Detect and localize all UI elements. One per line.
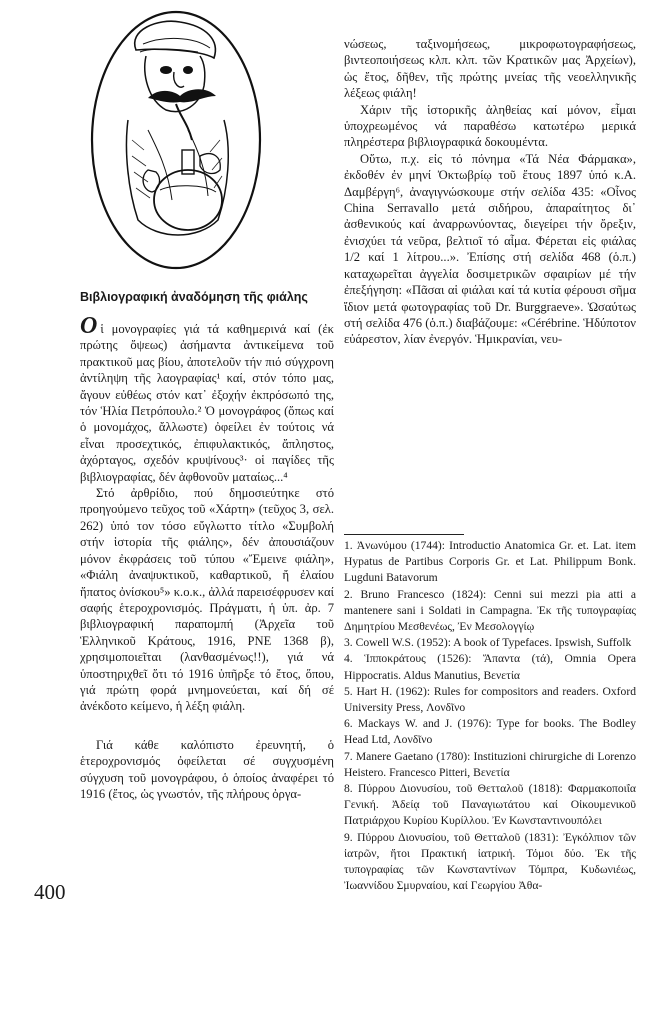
- left-paragraph-2: Στό ἀρθρίδιο, πού δημοσιεύτηκε στό προηγούμενο τεῦχος τοῦ «Χάρτη» (τεῦχος 3, σελ. 262) ὑπό τον τόσο εὔγλωττο τίτλο «Συμβολή στήν ἱστορία τῆς φιάλης», δέν ἀπουσιάζουν μόνον ἐκφράσεις τοῦ τύπου «Ἔμεινε φιάλη», «Φιάλη ἀναψυκτικοῦ, καθαρτικοῦ, ἤ ἐλαίου ἥπατος ὀνίσκου⁵» κ.ο.κ., ἀλλά παρεισέφρυσεν καί σαφής ἑτεροχρονισμός. Πράγματι, ἡ ὑπ. ἀρ. 7 βιβλιογραφική παραπομπή (Ἀρχεῖα τοῦ Ἑλληνικοῦ Κράτους, 1916, ΡΝΕ 1368 β), χρησιμοποιεῖται (λανθασμένως!!), γιά νά ὑποστηριχθεῖ ὅτι τό 1916 ὑπῆρξε τό ἔτος, ὅπου, γιά πρώτη φορά μνημονεύεται, καί δή σέ ἀνέκδοτο κείμενο, ἡ λέξη φιάλη.: [80, 486, 334, 714]
- footnote-item: 3. Cowell W.S. (1952): A book of Typefaces. Ipswish, Suffolk: [344, 636, 632, 650]
- right-text-column: [344, 36, 636, 348]
- footnote-item: 5. Hart H. (1962): Rules for compositors and readers. Oxford University Press, Λονδῖνο: [344, 684, 636, 715]
- footnote-item: 1. Ἀνωνύμου (1744): Introductio Anatomica Gr. et. Lat. item Hypatus de Partibus Corporis Gr. et Lat. Philippum Bonk. Lugduni Batavorum: [344, 539, 636, 585]
- footnote-item: 6. Mackays W. and J. (1976): Type for books. The Bodley Head Ltd, Λονδῖνο: [344, 717, 636, 747]
- caricature-drawing: [88, 0, 264, 270]
- footnote-item: 4. Ἱπποκράτους (1526): Ἅπαντα (τά), Omnia Opera Hippocratis. Aldus Manutius, Βενετία: [344, 652, 636, 682]
- footnote-divider: [344, 534, 464, 535]
- left-paragraph-3: Γιά κάθε καλόπιστο ἐρευνητή, ὁ ἑτεροχρονισμός ὀφείλεται σέ συγχυσμένη σύγχυση τοῦ μονογράφου, ὁ ὁποίος ἀναφέρει τό 1916 (ἔτος, ὡς γνωστόν, τῆς πλήρους ὀργα-: [80, 737, 334, 801]
- footnotes-list: [344, 538, 636, 894]
- left-paragraph-1: [80, 313, 334, 485]
- right-paragraph-3: Οὕτω, π.χ. εἰς τό πόνημα «Τά Νέα Φάρμακα», ἐκδοθέν ἐν μηνί Ὀκτωβρίῳ τοῦ ἔτους 1897 ὑπό κ.Α. Δαμβέργη⁶, ἀναγιγνώσκουμε στήν σελίδα 435: «Οἶνος China Serravallo μετά σιδήρου, ἀπαραίτητος δι᾽ ἀσθενικούς καί ἀναρρωνύοντας, διεγείρει τήν ὄρεξιν, ἐνισχύει τά νεῦρα, βελτιοῖ τό αἷμα. Φέρεται εἰς φιάλας 1/2 καί 1 λίτρου...». Ἐπίσης στή σελίδα 468 (ὁ.π.) καταχωρεῖται ἀγγελία δοσιμετρικῶν σφαιρίων μέ τήν ἐπεξήγηση: «Πᾶσαι αἱ φιάλαι καί τά κυτία φέρουσι σῆμα ἴδιον μετά φωτογραφίας τοῦ Dr. Burggraeve». Ὡσαύτως στή σελίδα 476 (ὁ.π.) διαβάζουμε: «Cérébrine. Ἡδύποτον εὐάρεστον, λίαν ἐνεργόν. Ἡμικρανίαι, νευ-: [344, 151, 636, 347]
- figure-caption: Βιβλιογραφική ἀναδόμηση τῆς φιάλης: [80, 290, 308, 304]
- right-paragraph-2: Χάριν τῆς ἱστορικῆς ἀληθείας καί μόνον, εἶμαι ὑποχρεωμένος νά παραθέσω κατωτέρω μερικά πληρέστερα βιβλιογραφικά δοκουμέντα.: [344, 102, 636, 150]
- footnote-item: 9. Πύρρου Διονυσίου, τοῦ Θετταλοῦ (1831): Ἐγκόλπιον τῶν ἰατρῶν, ἤτοι Πρακτική ἰατρική. Τόμοι δύο. Ἐκ τῆς τυπογραφίας τῶν Κωνσταντίνων Τόμπρα, Κυδωνιέως, Ἰωαννίδου Σμυρναίου, καί Γεωργίου Ἀθα-: [344, 830, 636, 893]
- footnote-item: 7. Manere Gaetano (1780): Instituzioni chirurgiche di Lorenzo Heistero. Francesco Pitteri, Βενετία: [344, 749, 636, 779]
- left-paragraph-1-text: ἱ μονογραφίες γιά τά καθημερινά καί (ἐκ πρώτης ὄψεως) ἀσήμαντα ἀντικείμενα τοῦ πρακτικοῦ μας βίου, ἀποτελοῦν τήν πιό σύγχρονη ἀντίληψη τῆς λαογραφίας¹ καί, στόν τόπο μας, ἄγουν εὐθέως στόν κατ᾽ ἐξοχήν ἐκπρόσωπό της, τόν Ἡλία Πετρόπουλο.² Ὁ μονογράφος (ὅπως καί ὁ μονομάχος, ἄλλωστε) ὀφείλει ἐν τούτοις νά εἶναι προσεχτικός, ἐπιφυλακτικός, ἄπληστος, ἀχόρταγος, σχεδόν κρυψίνους³· οἱ παγίδες τῆς βιβλιογραφίας, δέν ἀφθονοῦν ματαίως...⁴: [80, 322, 334, 484]
- footnote-item: 8. Πύρρου Διονυσίου, τοῦ Θετταλοῦ (1818): Φαρμακοποιΐα Γενική. Ἀδείᾳ τοῦ Παναγιωτάτου καί Οἰκουμενικοῦ Πατριάρχου Κυρίου Κυρίλλου. Ἐν Κωνσταντινουπόλει: [344, 782, 636, 828]
- page-number: 400: [34, 880, 66, 904]
- drop-cap: Ο: [80, 313, 98, 339]
- footnote-item: 2. Bruno Francesco (1824): Cenni sui mezzi pia atti a mantenere sani i Soldati in Campagna. Ἐκ τῆς τυπογραφίας Δημητρίου Μεσθενέως, Ἐν Μεσολογγίῳ: [344, 587, 636, 634]
- left-text-column: [80, 313, 334, 802]
- bottle-figure-illustration: [88, 0, 264, 270]
- right-paragraph-1: νώσεως, ταξινομήσεως, μικροφωτογραφήσεως, βιντεοποιήσεως κλπ. κλπ. τῶν Κρατικῶν μας Ἀρχείων), ὡς ἔτος, δῆθεν, τῆς πρώτης μνείας τῆς νεοελληνικῆς λέξεως φιάλη!: [344, 37, 636, 101]
